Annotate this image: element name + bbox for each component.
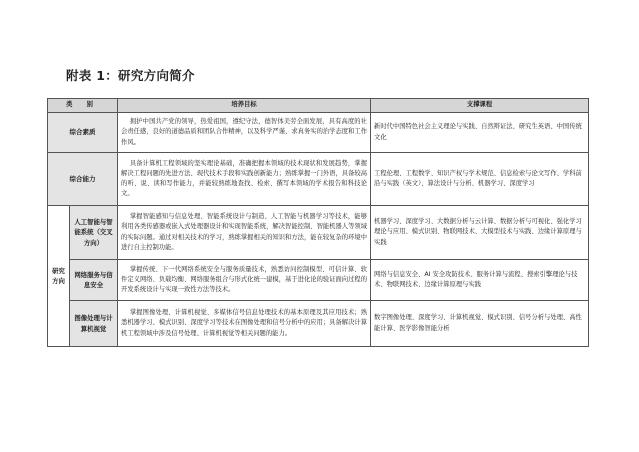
row-goals: 拥护中国共产党的领导，热爱祖国，遵纪守法，德智体美劳全面发展，具有高度的社会责任感，良好的道德品质和团队合作精神，以及科学严谨、求真务实的治学态度和工作作风。 (118, 113, 371, 153)
direction-goals: 掌握智能感知与信息处理、智能系统设计与制造、人工智能与机器学习等技术，能够利用各类传感器或嵌入式处理器设计和实现智能系统，解决智能控制、智能机器人等领域的实际问题。通过对相关技术的学习，熟练掌握相关的知识和方法，能在较复杂的环境中进行自主控制功能。 (118, 206, 371, 260)
table-row (48, 153, 589, 206)
direction-name: 图像处理与计算机视觉 (70, 301, 118, 347)
row-goals: 具备计算机工程领域的坚实理论基础，准确把握本领域的技术现状和发展趋势，掌握解决工程问题的先进方法、现代技术手段和实践创新能力；熟练掌握一门外语，具备较高的听、说、读和写作能力，并能较熟练地查找、检索、撰写本领域的学术报告和科技论文。 (118, 153, 371, 206)
row-category: 综合素质 (48, 113, 118, 153)
row-category: 综合能力 (48, 153, 118, 206)
row-courses: 新时代中国特色社会主义理论与实践、自然辩证法、研究生英语、中国传统文化 (371, 113, 589, 153)
direction-courses: 数字图像处理、深度学习、计算机视觉、模式识别、信号分析与处理、高性能计算、医学影像智能分析 (371, 301, 589, 347)
header-category: 类 别 (48, 99, 118, 113)
table-row (48, 113, 589, 153)
research-direction-label: 研究方向 (48, 206, 70, 347)
direction-courses: 机器学习、深度学习、大数据分析与云计算、数据分析与可视化、强化学习理论与应用、模式识别、物联网技术、大模型技术与实践、边缘计算原理与实践 (371, 206, 589, 260)
table-row (48, 206, 589, 260)
table-row (48, 301, 589, 347)
header-courses: 支撑课程 (371, 99, 589, 113)
direction-goals: 掌握图像处理、计算机视觉、多媒体信号信息处理技术的基本原理及其应用技术；熟悉机器学习、模式识别、深度学习等技术在图像处理和信号分析中的应用；具备解决计算机工程领域中涉及信号处理、计算机视觉等相关问题的能力。 (118, 301, 371, 347)
direction-name: 人工智能与智能系统（交叉方向） (70, 206, 118, 260)
header-goals: 培养目标 (118, 99, 371, 113)
table-header-row (48, 99, 589, 113)
direction-name: 网络服务与信息安全 (70, 260, 118, 301)
direction-courses: 网络与信息安全、AI 安全攻防技术、服务计算与流程、搜索引擎理论与技术、物联网技术、边缘计算原理与实践 (371, 260, 589, 301)
page-title: 附表 1：研究方向简介 (66, 68, 195, 83)
direction-goals: 掌握传统、下一代网络系统安全与服务质量技术，熟悉访问控制模型、可信计算、软件定义网络、负载均衡、网络服务组合与形式化统一建模，基于进化论的验证面向过程的开发系统设计与实现一致性方法等技术。 (118, 260, 371, 301)
table-row (48, 260, 589, 301)
research-directions-table (47, 98, 589, 347)
row-courses: 工程伦理、工程数学、知识产权与学术规范、信息检索与论文写作、学科前沿与实践（英文）、算法设计与分析、机器学习、深度学习 (371, 153, 589, 206)
